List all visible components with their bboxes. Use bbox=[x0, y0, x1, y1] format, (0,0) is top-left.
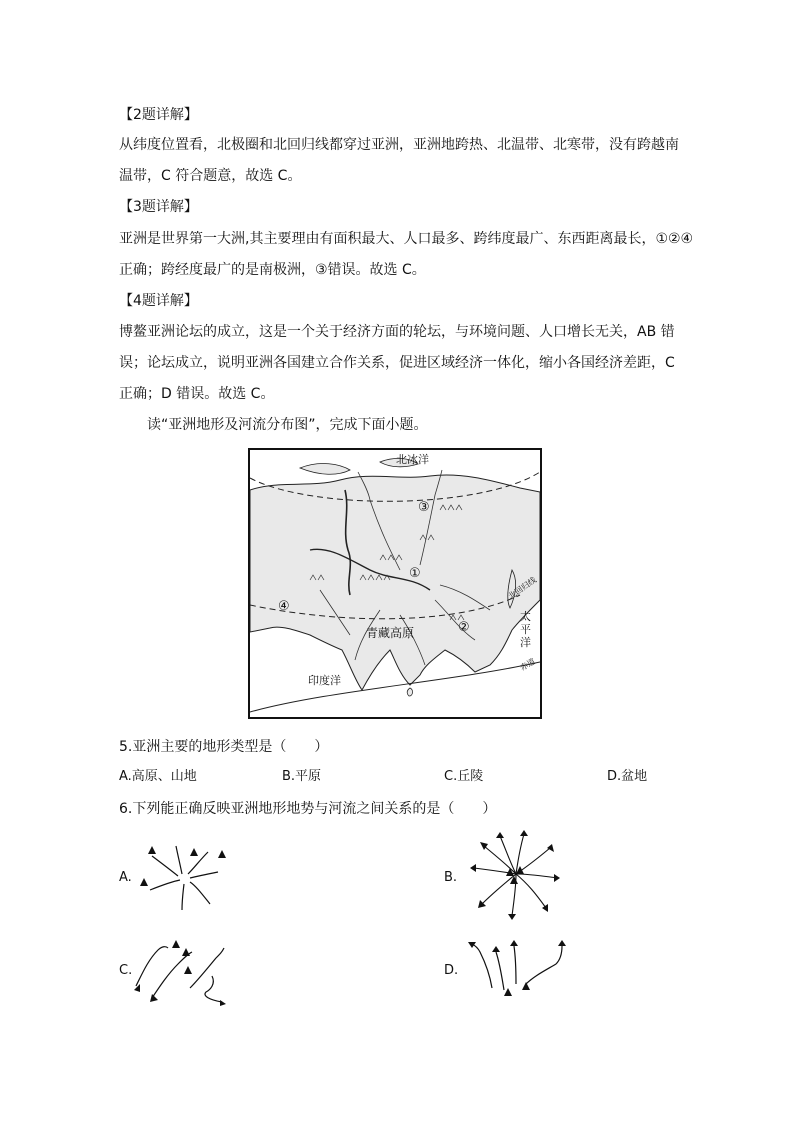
q6-option-a-label[interactable]: A. bbox=[119, 870, 132, 885]
asia-map-drawing bbox=[250, 450, 540, 717]
q6-option-d-label[interactable]: D. bbox=[444, 963, 459, 978]
q2-heading: 【2题详解】 bbox=[119, 107, 198, 123]
q2-text-line1: 从纬度位置看，北极圈和北回归线都穿过亚洲，亚洲地跨热、北温带、北寒带，没有跨越南 bbox=[119, 137, 679, 153]
map-intro: 读“亚洲地形及河流分布图”，完成下面小题。 bbox=[147, 417, 428, 433]
q4-heading: 【4题详解】 bbox=[119, 293, 198, 309]
map-label-arctic-ocean: 北冰洋 bbox=[396, 453, 429, 466]
q5-stem: 5.亚洲主要的地形类型是（ ） bbox=[119, 739, 329, 755]
q5-option-a[interactable]: A.高原、山地 bbox=[119, 769, 197, 784]
q5-option-c[interactable]: C.丘陵 bbox=[444, 769, 484, 784]
q4-text-line3: 正确；D 错误。故选 C。 bbox=[119, 386, 275, 402]
q4-text-line1: 博鳌亚洲论坛的成立，这是一个关于经济方面的轮坛，与环境问题、人口增长无关，AB 错 bbox=[119, 324, 675, 340]
q6-option-c-label[interactable]: C. bbox=[119, 963, 133, 978]
q3-text-line2: 正确；跨经度最广的是南极洲，③错误。故选 C。 bbox=[119, 262, 426, 278]
q2-text-line2: 温带，C 符合题意，故选 C。 bbox=[119, 168, 302, 184]
map-marker-1: ① bbox=[409, 566, 421, 581]
q6-option-c-figure bbox=[132, 934, 234, 1008]
map-marker-4: ④ bbox=[278, 599, 290, 614]
q6-option-b-figure bbox=[466, 828, 566, 920]
map-marker-2: ② bbox=[458, 620, 470, 635]
q4-text-line2: 误；论坛成立，说明亚洲各国建立合作关系，促进区域经济一体化，缩小各国经济差距，C bbox=[119, 355, 675, 371]
q5-option-b[interactable]: B.平原 bbox=[282, 769, 322, 784]
q3-text-line1: 亚洲是世界第一大洲,其主要理由有面积最大、人口最多、跨纬度最广、东西距离最长，①②④ bbox=[119, 231, 694, 247]
q5-option-d[interactable]: D.盆地 bbox=[607, 769, 648, 784]
map-label-pacific-ocean: 太平洋 bbox=[520, 610, 531, 649]
map-label-tibetan-plateau: 青藏高原 bbox=[366, 626, 415, 640]
q6-option-d-figure bbox=[460, 938, 570, 1004]
asia-map bbox=[248, 448, 542, 719]
q6-option-b-label[interactable]: B. bbox=[444, 870, 458, 885]
q3-heading: 【3题详解】 bbox=[119, 199, 198, 215]
map-marker-3: ③ bbox=[418, 500, 430, 515]
map-label-indian-ocean: 印度洋 bbox=[308, 674, 341, 687]
q6-option-a-figure bbox=[138, 838, 230, 916]
q6-stem: 6.下列能正确反映亚洲地形地势与河流之间关系的是（ ） bbox=[119, 801, 497, 817]
map-label-equator: 赤道 bbox=[518, 656, 537, 673]
map-label-tropic-of-cancer: 北回归线 bbox=[506, 575, 538, 602]
